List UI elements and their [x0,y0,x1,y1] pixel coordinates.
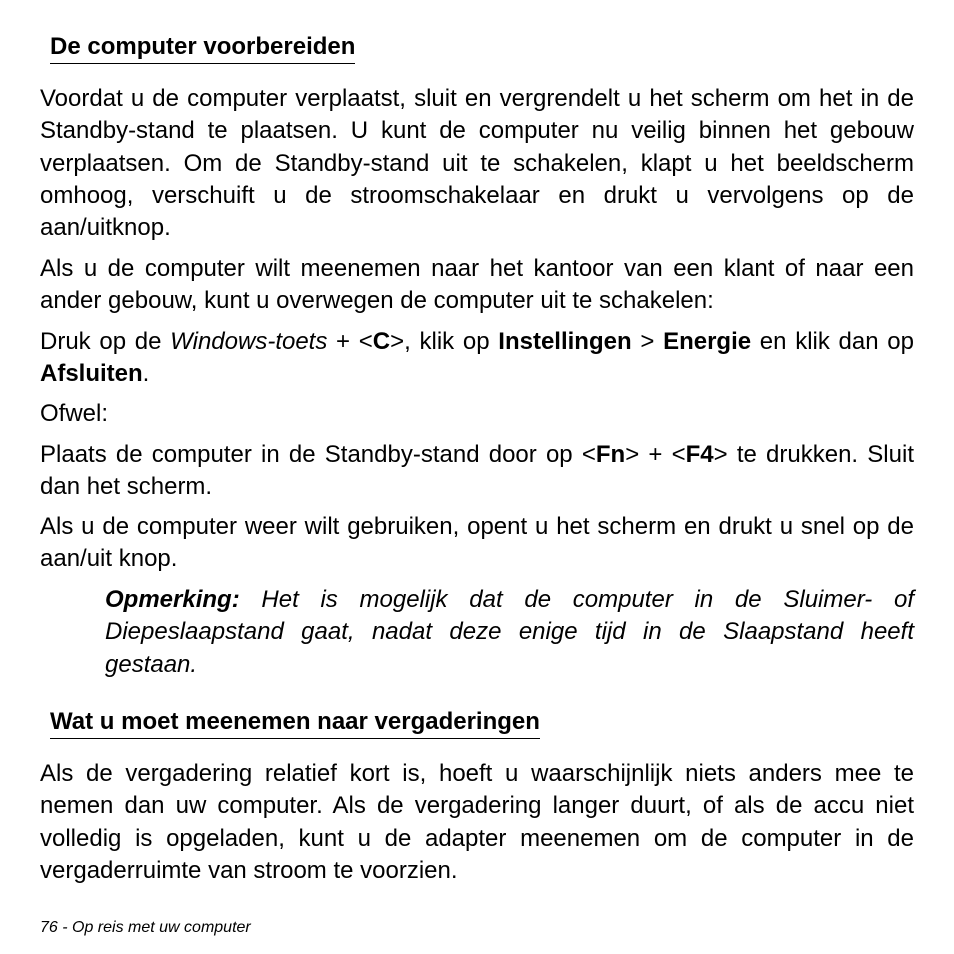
paragraph-shutdown-intro: Als u de computer wilt meenemen naar het kantoor van een klant of naar een ander gebouw, kunt u overwegen de computer uit te schakelen: [40,255,914,315]
shutdown-text: Afsluiten [40,360,143,388]
key-c-text: C [372,328,391,355]
windows-key-text: Windows-toets [170,328,328,355]
paragraph-meetings: Als de vergadering relatief kort is, hoeft u waarschijnlijk niets anders mee te nemen dan uw computer. Als de vergadering langer duurt, of als de accu niet volledig is opgeladen, kunt u de adapter meenemen om de computer in de vergaderruimte van stroom te voorzien. [40,760,914,884]
note-text: Het is mogelijk dat de computer in de Sluimer- of Diepeslaapstand gaat, nadat deze enige tijd in de Slaapstand heeft gestaan. [105,586,914,678]
paragraph-shutdown-steps: Druk op de Windows-toets + <C>, klik op Instellingen > Energie en klik dan op Afsluiten. [40,328,914,388]
settings-text: Instellingen [498,328,632,355]
paragraph-standby-keys: Plaats de computer in de Standby-stand door op <Fn> + <F4> te drukken. Sluit dan het scherm. [40,441,914,501]
page-footer: 76 - Op reis met uw computer [40,919,251,936]
paragraph-resume: Als u de computer weer wilt gebruiken, opent u het scherm en drukt u snel op de aan/uit knop. [40,513,914,573]
paragraph-alternatively: Ofwel: [40,400,109,427]
section-title-meetings: Wat u moet meenemen naar vergaderingen [50,707,540,739]
note-label: Opmerking: [105,586,240,613]
key-f4-text: F4 [685,441,714,468]
note-block [105,584,914,681]
key-fn-text: Fn [595,441,626,468]
section-title-prepare: De computer voorbereiden [50,32,355,64]
power-text: Energie [663,328,752,355]
paragraph-move-in-building: Voordat u de computer verplaatst, sluit en vergrendelt u het scherm om het in de Standby-stand te plaatsen. U kunt de computer nu veilig binnen het gebouw verplaatsen. Om de Standby-stand uit te schakelen, klapt u het beeldscherm omhoog, verschuift u de stroomschakelaar en drukt u vervolgens op de aan/uitknop. [40,85,914,242]
